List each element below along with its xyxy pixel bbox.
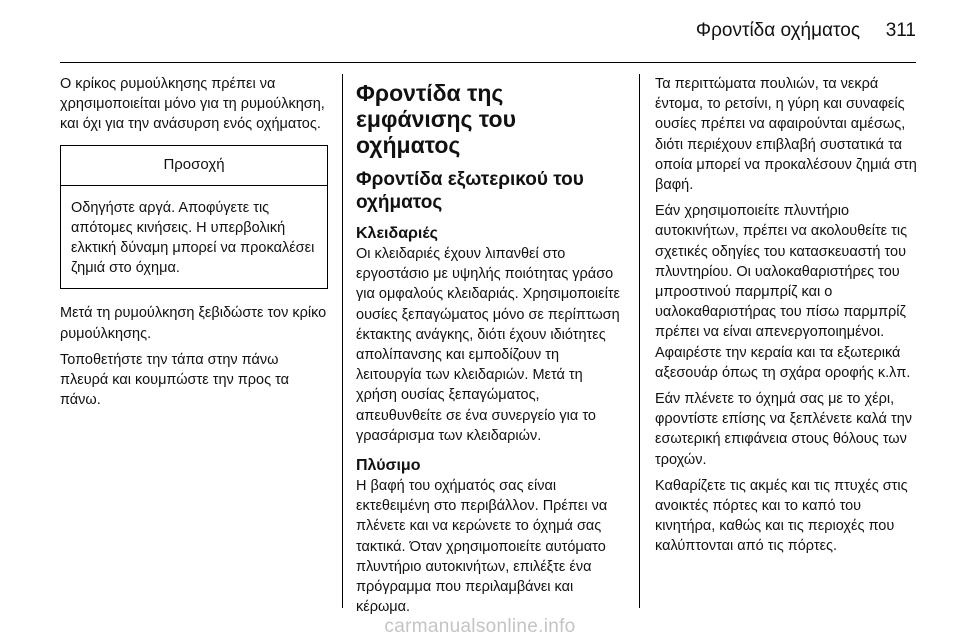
- heading-locks: Κλειδαριές: [356, 225, 438, 242]
- page-number: 311: [885, 20, 916, 41]
- hand-wash-paragraph: Εάν πλένετε το όχημά σας με το χέρι, φροντίστε επίσης να ξεπλένετε καλά την εσωτερική επιφάνεια στους θόλους των τροχών.: [655, 391, 913, 468]
- watermark: carmanualsonline.info: [384, 616, 576, 637]
- column-2: [356, 74, 624, 623]
- washing-paragraph: Η βαφή του οχήματός σας είναι εκτεθειμένη στο περιβάλλον. Πρέπει να πλένετε και να κερώνετε το όχημά σας τακτικά. Όταν χρησιμοποιείτε αυτόματο πλυντήριο αυτοκινήτων, επιλέξτε ένα πρόγραμμα που περιλαμβάνει και κέρωμα.: [356, 478, 608, 616]
- column-divider-2: [639, 74, 640, 608]
- car-wash-paragraph: Εάν χρησιμοποιείτε πλυντήριο αυτοκινήτων, πρέπει να ακολουθείτε τις σχετικές οδηγίες του κατασκευαστή του πλυντηρίου. Οι υαλοκαθαριστήρες του μπροστινού παρμπρίζ και ο υαλοκαθαριστήρας του πίσω παρμπρίζ πρέπει να είναι απενεργοποιημένοι. Αφαιρέστε την κεραία και τα εξωτερικά αξεσουάρ όπως τη σχάρα οροφής κ.λπ.: [655, 203, 911, 381]
- locks-paragraph: Οι κλειδαριές έχουν λιπανθεί στο εργοστάσιο με υψηλής ποιότητας γράσο για ομφαλούς κλειδαριάς. Χρησιμοποιείτε ουσίες ξεπαγώματος μόνο σε περίπτωση έκτακτης ανάγκης, διότι έχουν ιδιότητες απολίπανσης και εμποδίζουν τη λειτουργία των κλειδαριών. Μετά τη χρήση ουσίας ξεπαγώματος, απευθυνθείτε σε ένα συνεργείο για το γρασάρισμα των κλειδαριών.: [356, 246, 620, 444]
- caution-text: Οδηγήστε αργά. Αποφύγετε τις απότομες κινήσεις. Η υπερβολική ελκτική δύναμη μπορεί να προκαλέσει ζημιά στο όχημα.: [71, 199, 315, 277]
- door-edges-paragraph: Καθαρίζετε τις ακμές και τις πτυχές στις ανοικτές πόρτες και το καπό του κινητήρα, καθώς και τις περιοχές που καλύπτονται από τις πόρτες.: [655, 477, 908, 555]
- section-heading-appearance: Φροντίδα της εμφάνισης του οχήματος: [356, 80, 516, 158]
- column-1: [60, 74, 328, 416]
- subsection-heading-exterior: Φροντίδα εξωτερικού του οχήματος: [356, 169, 584, 213]
- header-rule: [60, 62, 916, 63]
- cap-paragraph: Τοποθετήστε την τάπα στην πάνω πλευρά και κουμπώστε την προς τα πάνω.: [60, 351, 290, 409]
- bird-droppings-paragraph: Τα περιττώματα πουλιών, τα νεκρά έντομα, το ρετσίνι, η γύρη και συναφείς ουσίες πρέπει να αφαιρούνται αμέσως, διότι περιέχουν επιβλαβή συστατικά τα οποία μπορεί να προκαλέσουν ζημιά στη βαφή.: [655, 76, 917, 194]
- caution-title: Προσοχή: [61, 146, 327, 186]
- unscrew-paragraph: Μετά τη ρυμούλκηση ξεβιδώστε τον κρίκο ρυμούλκησης.: [60, 305, 327, 342]
- running-header-title: Φροντίδα οχήματος: [695, 20, 860, 41]
- caution-box: [60, 145, 328, 290]
- column-3: [655, 74, 923, 563]
- heading-washing: Πλύσιμο: [356, 457, 421, 475]
- towing-eye-paragraph: Ο κρίκος ρυμούλκησης πρέπει να χρησιμοποιείται μόνο για τη ρυμούλκηση, και όχι για την ανάσυρση ενός οχήματος.: [60, 76, 325, 133]
- column-divider-1: [342, 74, 343, 608]
